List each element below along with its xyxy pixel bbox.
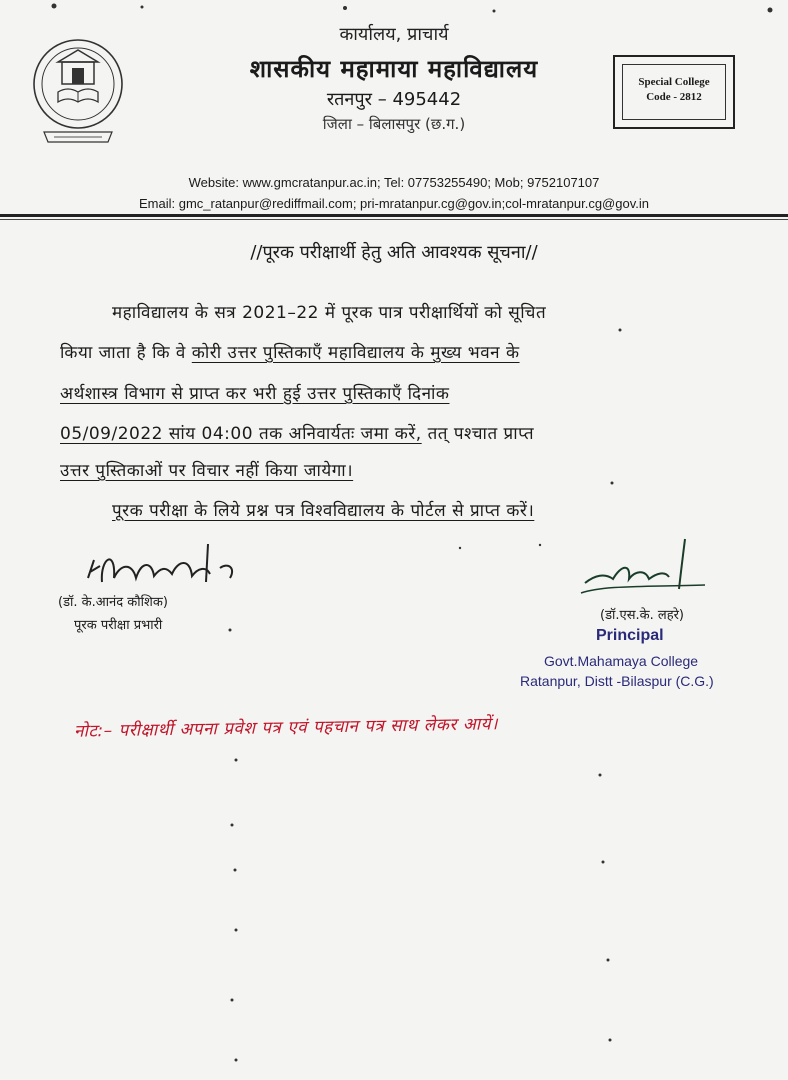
- notice-line-4b: तत् पश्चात प्राप्त: [421, 424, 535, 444]
- college-district: जिला – बिलासपुर (छ.ग.): [322, 115, 466, 133]
- notice-line-2b: कोरी उत्तर पुस्तिकाएँ महाविद्यालय के मुख्य भवन के: [191, 343, 520, 363]
- notice-line-6: पूरक परीक्षा के लिये प्रश्न पत्र विश्वविद्यालय के पोर्टल से प्राप्त करें।: [112, 501, 535, 521]
- office-label: कार्यालय, प्राचार्य: [339, 24, 449, 45]
- principal-signature: [565, 535, 725, 605]
- incharge-name: (डॉ. के.आनंद कौशिक): [58, 595, 168, 610]
- code-line-2: Code - 2812: [646, 91, 702, 103]
- notice-line-2: [60, 340, 720, 363]
- principal-college: Govt.Mahamaya College: [544, 653, 699, 669]
- handwritten-note: नोट:– परीक्षार्थी अपना प्रवेश पत्र एवं पहचान पत्र साथ लेकर आयें।: [73, 714, 499, 742]
- notice-line-5: उत्तर पुस्तिकाओं पर विचार नहीं किया जायेगा।: [60, 461, 354, 481]
- notice-line-4a: 05/09/2022 सांय 04:00 तक अनिवार्यतः जमा करें,: [60, 424, 422, 444]
- college-place: रतनपुर – 495442: [326, 89, 462, 110]
- header-rule-thick: [0, 214, 788, 217]
- code-line-1: Special College: [638, 76, 710, 88]
- college-code-box: [613, 55, 735, 129]
- college-code-inner: [622, 64, 726, 120]
- principal-place: Ratanpur, Distt -Bilaspur (C.G.): [520, 673, 714, 689]
- notice-line-2a: किया जाता है कि वे: [60, 343, 192, 363]
- contact-email: Email: gmc_ratanpur@rediffmail.com; pri-mratanpur.cg@gov.in;col-mratanpur.cg@gov.in: [139, 196, 649, 211]
- incharge-signature: [80, 538, 250, 598]
- incharge-role: पूरक परीक्षा प्रभारी: [74, 618, 163, 633]
- principal-title: Principal: [596, 627, 664, 644]
- notice-line-4: [60, 421, 720, 444]
- notice-title: //पूरक परीक्षार्थी हेतु अति आवश्यक सूचना//: [250, 242, 538, 263]
- notice-line-3: अर्थशास्त्र विभाग से प्राप्त कर भरी हुई उत्तर पुस्तिकाएँ दिनांक: [60, 384, 450, 404]
- notice-line-1: महाविद्यालय के सत्र 2021–22 में पूरक पात्र परीक्षार्थियों को सूचित: [112, 303, 547, 323]
- header-rule-thin: [0, 219, 788, 220]
- contact-website-phone: Website: www.gmcratanpur.ac.in; Tel: 07753255490; Mob; 9752107107: [188, 175, 600, 190]
- principal-name: (डॉ.एस.के. लहरे): [600, 608, 684, 623]
- college-name: शासकीय महामाया महाविद्यालय: [249, 55, 539, 83]
